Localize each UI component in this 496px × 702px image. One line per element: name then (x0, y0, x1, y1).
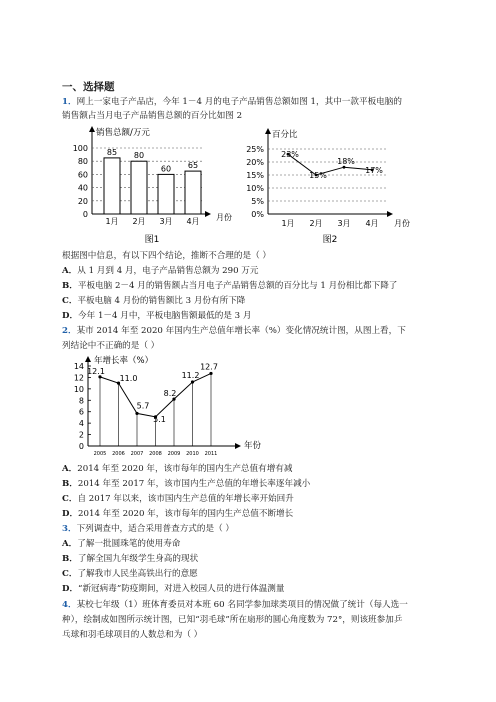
x-tick-label: 1月 (281, 219, 295, 228)
data-label: 17% (365, 165, 383, 175)
x-tick-label: 3月 (337, 219, 351, 228)
y-tick-label: 15% (246, 171, 264, 180)
y-tick-label: 20% (246, 158, 264, 167)
data-label: 85 (106, 147, 118, 157)
data-label: 60 (160, 164, 172, 174)
option-label: D． (62, 509, 79, 519)
q3-option-c (62, 569, 442, 580)
y-axis-arrow (89, 126, 95, 132)
option-text: 2014 年至 2017 年，该市国内生产总值的年增长率逐年减小 (77, 479, 311, 489)
q2-option-b (62, 479, 442, 490)
figure-caption: 图2 (322, 235, 338, 245)
q3-option-a (62, 539, 442, 550)
q1-option-c (62, 296, 442, 307)
y-tick-label: 25% (246, 145, 264, 154)
data-label: 15% (309, 171, 327, 180)
y-tick-label: 6 (78, 407, 84, 417)
option-label: A． (62, 266, 78, 276)
data-label: 11.0 (119, 374, 138, 384)
data-point (135, 412, 138, 415)
q2-option-c (62, 494, 442, 505)
x-tick-label: 2007 (130, 451, 144, 457)
y-tick-label: 10% (246, 184, 264, 193)
y-axis-label: 销售总额/万元 (96, 128, 150, 138)
section-title: 一、选择题 (62, 81, 115, 93)
x-tick-label: 4月 (365, 219, 379, 228)
q1-option-a (62, 266, 442, 277)
q4-stem-line2: 种），绘制成如图所示统计图，已知“羽毛球”所在扇形的圆心角度数为 72°，则该班参加乒 (62, 615, 403, 625)
q1-stem-line2: 销售额占当月电子产品销售总额的百分比如图 2 (62, 111, 243, 121)
q2-option-a (62, 464, 442, 475)
y-tick-label: 20 (77, 196, 88, 206)
option-text: 今年 1－4 月中，平板电脑售额最低的是 3 月 (78, 311, 252, 321)
x-axis-arrow (205, 211, 211, 217)
data-point (343, 166, 346, 169)
x-tick-label: 2月 (132, 217, 146, 226)
q2-option-d (62, 509, 442, 520)
y-tick-label: 14 (73, 362, 84, 371)
y-tick-label: 4 (78, 419, 84, 429)
option-label: B． (62, 281, 78, 291)
option-label: D． (62, 584, 79, 594)
data-point (209, 372, 212, 375)
y-tick-label: 0 (78, 442, 84, 451)
y-tick-label: 12 (73, 373, 84, 383)
option-label: A． (62, 539, 78, 549)
bar (158, 174, 174, 214)
y-tick-label: 8 (78, 396, 84, 406)
x-axis-arrow (235, 443, 241, 449)
q2-number: 2． (62, 326, 77, 336)
q1-option-b (62, 281, 442, 292)
data-label: 8.2 (163, 389, 177, 399)
q3-option-b (62, 554, 442, 565)
x-axis-arrow (387, 211, 393, 217)
y-tick-label: 60 (77, 170, 88, 180)
q3-stem-text: 下列调查中，适合采用普查方式的是（ ） (76, 524, 234, 534)
y-tick-label: 2 (78, 430, 84, 440)
x-tick-label: 2010 (186, 451, 199, 457)
option-text: 2014 年至 2020 年，该市每年的国内生产总值有增有减 (77, 464, 293, 474)
bar (131, 161, 147, 214)
chart-figure2-percent (232, 124, 432, 248)
data-label: 5.1 (153, 414, 166, 424)
q1-stem-text1: 网上一家电子产品店，今年 1－4 月的电子产品销售总额如图 1，其中一款平板电脑的 (76, 97, 402, 107)
option-label: C． (62, 296, 78, 306)
option-text: 平板电脑 4 月份的销售额比 3 月份有所下降 (77, 296, 246, 306)
q2-stem-line2: 列结论中不正确的是（ ） (62, 341, 160, 351)
option-text: 了解一批圆珠笔的使用寿命 (77, 539, 181, 549)
q3-stem (62, 524, 442, 535)
q2-stem-text1: 某市 2014 年至 2020 年国内生产总值年增长率（%）变化情况统计图，从图上看，下 (76, 326, 406, 336)
y-axis-label: 百分比 (272, 130, 298, 140)
bar (185, 171, 201, 214)
y-axis-arrow (265, 128, 271, 134)
y-tick-label: 0% (251, 210, 264, 219)
q1-option-d (62, 311, 442, 322)
option-text: “新冠病毒”防疫期间，对进入校园人员的进行体温测量 (78, 584, 285, 594)
q4-stem-line1 (62, 600, 442, 611)
x-tick-label: 1月 (105, 217, 119, 226)
data-label: 18% (337, 157, 355, 167)
data-label: 80 (133, 151, 145, 161)
data-label: 65 (187, 161, 199, 171)
option-label: B． (62, 554, 78, 564)
bar (104, 158, 120, 214)
q1-after: 根据图中信息，有以下四个结论，推断不合理的是（ ） (62, 251, 271, 261)
option-text: 自 2017 年以来，该市国内生产总值的年增长率开始回升 (77, 494, 294, 504)
data-label: 12.7 (200, 362, 218, 372)
y-axis-arrow (85, 356, 91, 362)
option-label: A． (62, 464, 78, 474)
option-text: 了解我市人民坐高铁出行的意愿 (77, 569, 198, 579)
x-axis-label: 年份 (244, 441, 262, 451)
y-tick-label: 100 (72, 144, 88, 153)
x-tick-label: 3月 (159, 217, 173, 226)
y-tick-label: 10 (73, 384, 84, 394)
y-axis-label: 年增长率（%） (94, 356, 154, 366)
series-line (288, 154, 372, 175)
y-tick-label: 40 (77, 183, 88, 193)
chart-growth-rate (64, 354, 284, 462)
q1-number: 1． (62, 97, 77, 107)
option-text: 平板电脑 2－4 月的销售额占当月电子产品销售总额的百分比与 1 月份相比都下降了 (77, 281, 398, 291)
x-tick-label: 2月 (309, 219, 323, 228)
x-axis-label: 月份 (394, 219, 410, 228)
data-label: 12.1 (87, 366, 105, 376)
q1-stem-line1 (62, 97, 442, 108)
option-label: D． (62, 311, 79, 321)
data-label: 5.7 (136, 401, 150, 411)
option-label: C． (62, 494, 78, 504)
x-tick-label: 2008 (149, 451, 162, 457)
x-tick-label: 2006 (112, 451, 125, 457)
y-tick-label: 5% (251, 197, 264, 206)
q3-option-d (62, 584, 442, 595)
q4-stem-text1: 某校七年级（1）班体育委员对本班 60 名同学参加球类项目的情况做了统计（每人选一 (76, 600, 408, 610)
x-tick-label: 2005 (93, 451, 107, 457)
option-text: 从 1 月到 4 月，电子产品销售总额为 290 万元 (77, 266, 259, 276)
q4-stem-line3: 乓球和羽毛球项目的人数总和为（ ） (62, 630, 203, 640)
x-tick-label: 4月 (186, 217, 200, 226)
data-label: 11.2 (181, 371, 200, 380)
y-tick-label: 80 (77, 157, 88, 167)
option-text: 了解全国九年级学生身高的现状 (77, 554, 199, 564)
option-label: B． (62, 479, 78, 489)
x-tick-label: 2009 (167, 451, 181, 457)
option-text: 2014 年至 2020 年，该市每年的国内生产总值不断增长 (78, 509, 294, 519)
data-point (191, 380, 194, 383)
figure-caption: 图1 (144, 235, 160, 245)
option-label: C． (62, 569, 78, 579)
q2-stem-line1 (62, 326, 442, 337)
data-label: 23% (281, 150, 299, 160)
q4-number: 4． (62, 600, 77, 610)
chart-figure1-sales (60, 124, 260, 248)
x-axis-label: 月份 (216, 213, 232, 222)
q3-number: 3． (62, 524, 77, 534)
x-tick-label: 2011 (204, 451, 218, 457)
y-tick-label: 0 (82, 210, 88, 219)
